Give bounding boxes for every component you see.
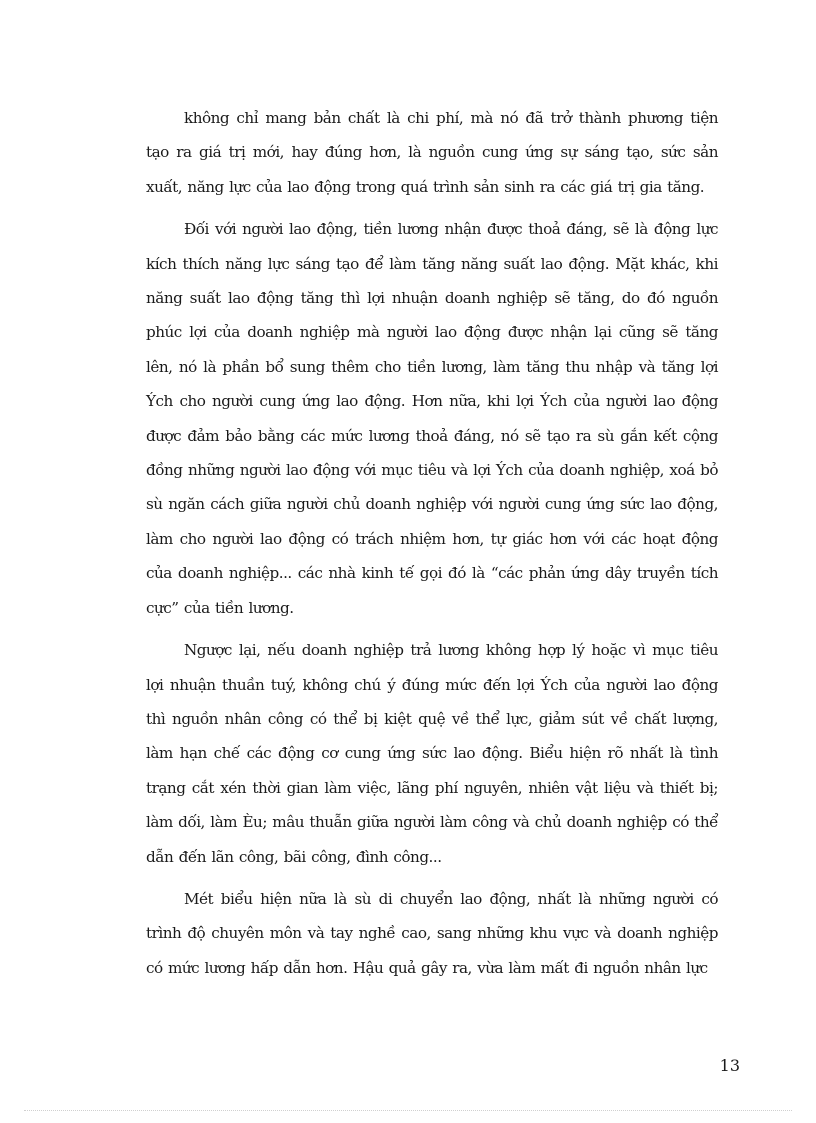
paragraph-continued: không chỉ mang bản chất là chi phí, mà nó đã trở thành phương tiện tạo ra giá trị mới, hay đúng hơn, là nguồn cung ứng sự sáng tạo, sức sản xuất, năng lực của lao động trong quá trình sản sinh ra các giá trị gia tăng. (146, 109, 718, 196)
body-text (146, 101, 718, 993)
paragraph-unfair-wages: Ngược lại, nếu doanh nghiệp trả lương không hợp lý hoặc vì mục tiêu lợi nhuận thuần tuý, không chú ý đúng mức đến lợi Ých của người lao động thì nguồn nhân công có thể bị kiệt quệ về thể lực, giảm sút về chất lượng, làm hạn chế các động cơ cung ứng sức lao động. Biểu hiện rõ nhất là tình trạng cắt xén thời gian làm việc, lãng phí nguyên, nhiên vật liệu và thiết bị; làm dối, làm Èu; mâu thuẫn giữa người làm công và chủ doanh nghiệp có thể dẫn đến lãn công, bãi công, đình công... (146, 641, 718, 866)
paragraph-labor-migration: Mét biểu hiện nữa là sù di chuyển lao động, nhất là những người có trình độ chuyên môn và tay nghề cao, sang những khu vực và doanh nghiệp có mức lương hấp dẫn hơn. Hậu quả gây ra, vừa làm mất đi nguồn nhân lực (146, 889, 718, 977)
footer-divider (24, 1110, 792, 1111)
page-number: 13 (719, 1056, 740, 1075)
paragraph-worker-motivation: Đối với người lao động, tiền lương nhận được thoả đáng, sẽ là động lực kích thích năng lực sáng tạo để làm tăng năng suất lao động. Mặt khác, khi năng suất lao động tăng thì lợi nhuận doanh nghiệp sẽ tăng, do đó nguồn phúc lợi của doanh nghiệp mà người lao động được nhận lại cũng sẽ tăng lên, nó là phần bổ sung thêm cho tiền lương, làm tăng thu nhập và tăng lợi Ých cho người cung ứng lao động. Hơn nữa, khi lợi Ých của người lao động được đảm bảo bằng các mức lương thoả đáng, nó sẽ tạo ra sù gắn kết cộng đồng những người lao động với mục tiêu và lợi Ých của doanh nghiệp, xoá bỏ sù ngăn cách giữa người chủ doanh nghiệp với người cung ứng sức lao động, làm cho người lao động có trách nhiệm hơn, tự giác hơn với các hoạt động của doanh nghiệp... các nhà kinh tế gọi đó là “các phản ứng dây truyền tích cực” của tiền lương. (146, 220, 718, 617)
